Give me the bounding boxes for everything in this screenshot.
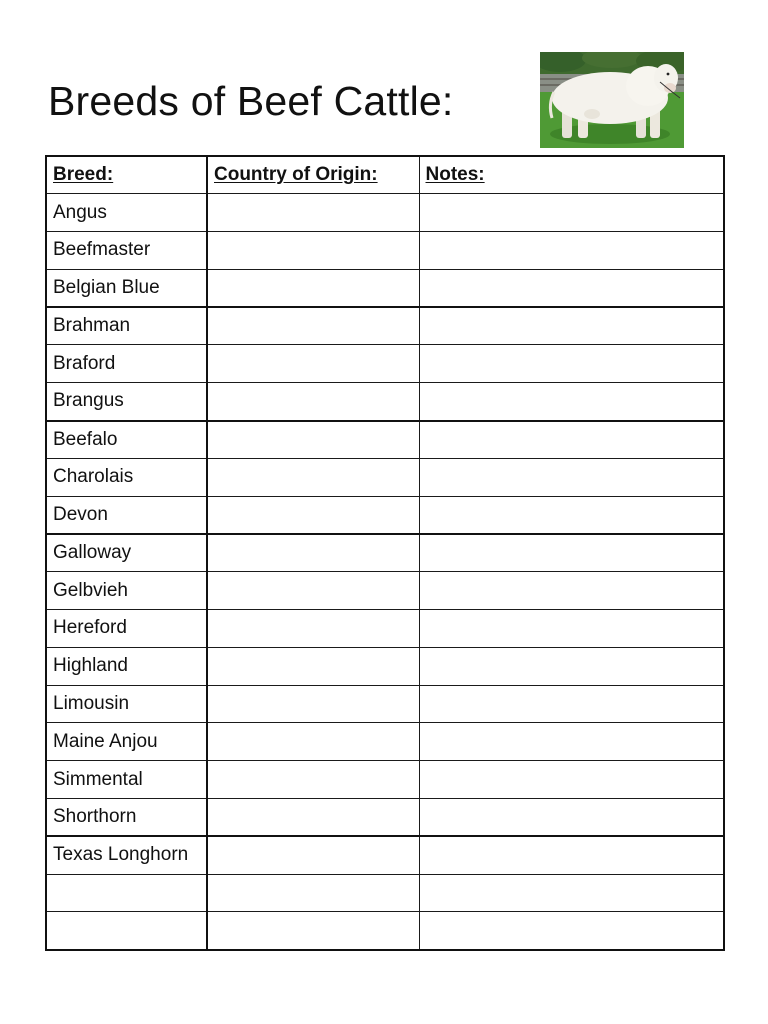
- notes-cell[interactable]: [419, 874, 724, 912]
- notes-cell[interactable]: [419, 572, 724, 610]
- breed-cell: Texas Longhorn: [46, 836, 207, 874]
- table-body: [46, 194, 724, 950]
- table-row: [46, 269, 724, 307]
- country-cell[interactable]: [207, 232, 419, 270]
- header-country-of-origin: Country of Origin:: [207, 156, 419, 194]
- table-row: [46, 836, 724, 874]
- country-cell[interactable]: [207, 383, 419, 421]
- table-row: [46, 194, 724, 232]
- table-row: [46, 799, 724, 837]
- notes-cell[interactable]: [419, 307, 724, 345]
- country-cell[interactable]: [207, 723, 419, 761]
- breed-cell: Highland: [46, 647, 207, 685]
- breed-cell[interactable]: [46, 912, 207, 950]
- breed-cell: Galloway: [46, 534, 207, 572]
- page-title: Breeds of Beef Cattle:: [48, 78, 454, 124]
- breed-cell: Beefalo: [46, 421, 207, 459]
- notes-cell[interactable]: [419, 799, 724, 837]
- country-cell[interactable]: [207, 610, 419, 648]
- white-bull-photo: [540, 52, 684, 148]
- country-cell[interactable]: [207, 836, 419, 874]
- breed-cell: Brangus: [46, 383, 207, 421]
- table-row: [46, 307, 724, 345]
- breed-cell: Hereford: [46, 610, 207, 648]
- country-cell[interactable]: [207, 572, 419, 610]
- breeds-table: [45, 155, 725, 951]
- table-row: [46, 723, 724, 761]
- table-row: [46, 496, 724, 534]
- notes-cell[interactable]: [419, 383, 724, 421]
- country-cell[interactable]: [207, 421, 419, 459]
- table-row: [46, 912, 724, 950]
- country-cell[interactable]: [207, 269, 419, 307]
- notes-cell[interactable]: [419, 496, 724, 534]
- country-cell[interactable]: [207, 647, 419, 685]
- notes-cell[interactable]: [419, 610, 724, 648]
- breed-cell: Limousin: [46, 685, 207, 723]
- notes-cell[interactable]: [419, 194, 724, 232]
- breed-cell: Brahman: [46, 307, 207, 345]
- header-breed: Breed:: [46, 156, 207, 194]
- table-row: [46, 232, 724, 270]
- notes-cell[interactable]: [419, 723, 724, 761]
- notes-cell[interactable]: [419, 685, 724, 723]
- breed-cell: Shorthorn: [46, 799, 207, 837]
- table-row: [46, 421, 724, 459]
- table-row: [46, 572, 724, 610]
- breed-cell: Belgian Blue: [46, 269, 207, 307]
- notes-cell[interactable]: [419, 912, 724, 950]
- bull-image: [540, 52, 684, 148]
- country-cell[interactable]: [207, 534, 419, 572]
- country-cell[interactable]: [207, 307, 419, 345]
- notes-cell[interactable]: [419, 232, 724, 270]
- breed-cell: Beefmaster: [46, 232, 207, 270]
- notes-cell[interactable]: [419, 458, 724, 496]
- table-row: [46, 383, 724, 421]
- table-row: [46, 874, 724, 912]
- notes-cell[interactable]: [419, 345, 724, 383]
- country-cell[interactable]: [207, 761, 419, 799]
- country-cell[interactable]: [207, 194, 419, 232]
- table-header-row: [46, 156, 724, 194]
- table-row: [46, 685, 724, 723]
- breed-cell[interactable]: [46, 874, 207, 912]
- table-row: [46, 458, 724, 496]
- country-cell[interactable]: [207, 345, 419, 383]
- table-row: [46, 610, 724, 648]
- notes-cell[interactable]: [419, 421, 724, 459]
- notes-cell[interactable]: [419, 534, 724, 572]
- table-row: [46, 534, 724, 572]
- breed-cell: Simmental: [46, 761, 207, 799]
- country-cell[interactable]: [207, 912, 419, 950]
- breed-cell: Gelbvieh: [46, 572, 207, 610]
- table-row: [46, 647, 724, 685]
- breed-cell: Maine Anjou: [46, 723, 207, 761]
- country-cell[interactable]: [207, 496, 419, 534]
- notes-cell[interactable]: [419, 269, 724, 307]
- table-row: [46, 345, 724, 383]
- country-cell[interactable]: [207, 799, 419, 837]
- breed-cell: Angus: [46, 194, 207, 232]
- notes-cell[interactable]: [419, 647, 724, 685]
- table-row: [46, 761, 724, 799]
- header-notes: Notes:: [419, 156, 724, 194]
- country-cell[interactable]: [207, 458, 419, 496]
- notes-cell[interactable]: [419, 836, 724, 874]
- breed-cell: Devon: [46, 496, 207, 534]
- breed-cell: Braford: [46, 345, 207, 383]
- country-cell[interactable]: [207, 874, 419, 912]
- country-cell[interactable]: [207, 685, 419, 723]
- notes-cell[interactable]: [419, 761, 724, 799]
- breed-cell: Charolais: [46, 458, 207, 496]
